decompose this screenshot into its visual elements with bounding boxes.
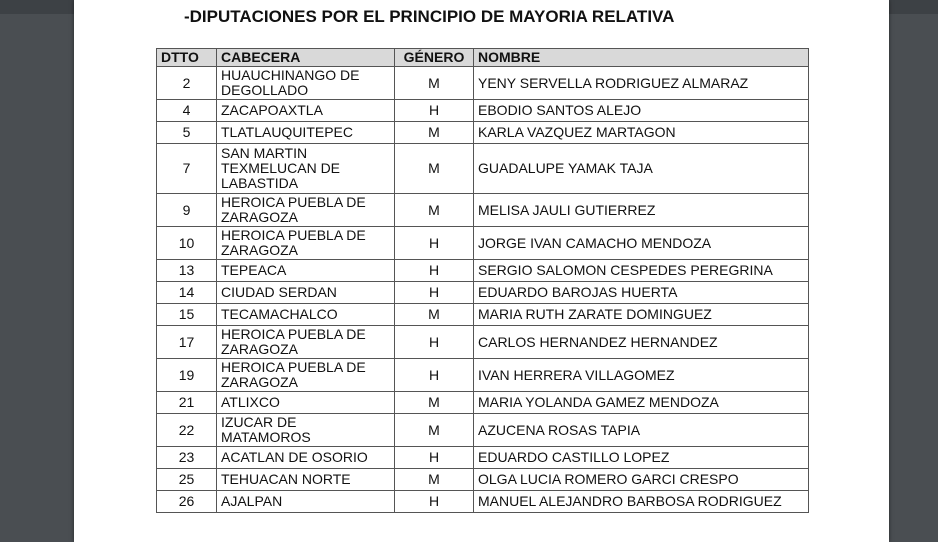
cell-genero: H [395, 282, 474, 304]
table-row [157, 194, 809, 227]
cell-dtto: 25 [157, 469, 217, 491]
cell-nombre: CARLOS HERNANDEZ HERNANDEZ [474, 326, 809, 359]
cell-genero: H [395, 100, 474, 122]
cell-nombre: JORGE IVAN CAMACHO MENDOZA [474, 227, 809, 260]
cell-nombre: AZUCENA ROSAS TAPIA [474, 414, 809, 447]
cell-genero: H [395, 447, 474, 469]
cell-dtto: 22 [157, 414, 217, 447]
cell-cabecera: SAN MARTIN TEXMELUCAN DE LABASTIDA [217, 144, 395, 194]
table-row [157, 67, 809, 100]
cell-genero: H [395, 227, 474, 260]
cell-nombre: MARIA RUTH ZARATE DOMINGUEZ [474, 304, 809, 326]
table-row [157, 392, 809, 414]
document-page [74, 0, 889, 542]
cell-dtto: 5 [157, 122, 217, 144]
cell-cabecera: HUAUCHINANGO DE DEGOLLADO [217, 67, 395, 100]
table-row [157, 447, 809, 469]
cell-nombre: YENY SERVELLA RODRIGUEZ ALMARAZ [474, 67, 809, 100]
cell-nombre: EDUARDO CASTILLO LOPEZ [474, 447, 809, 469]
cell-nombre: EBODIO SANTOS ALEJO [474, 100, 809, 122]
cell-cabecera: HEROICA PUEBLA DE ZARAGOZA [217, 359, 395, 392]
table-row [157, 260, 809, 282]
table-row [157, 491, 809, 513]
table-row [157, 282, 809, 304]
table-row [157, 227, 809, 260]
cell-genero: M [395, 122, 474, 144]
cell-genero: M [395, 414, 474, 447]
table-row [157, 304, 809, 326]
cell-dtto: 21 [157, 392, 217, 414]
cell-cabecera: CIUDAD SERDAN [217, 282, 395, 304]
header-cabecera: CABECERA [217, 49, 395, 67]
cell-cabecera: ATLIXCO [217, 392, 395, 414]
cell-dtto: 7 [157, 144, 217, 194]
table-row [157, 359, 809, 392]
cell-dtto: 13 [157, 260, 217, 282]
cell-cabecera: HEROICA PUEBLA DE ZARAGOZA [217, 326, 395, 359]
cell-dtto: 9 [157, 194, 217, 227]
cell-dtto: 4 [157, 100, 217, 122]
cell-dtto: 15 [157, 304, 217, 326]
cell-cabecera: AJALPAN [217, 491, 395, 513]
cell-cabecera: TECAMACHALCO [217, 304, 395, 326]
cell-cabecera: HEROICA PUEBLA DE ZARAGOZA [217, 194, 395, 227]
cell-dtto: 2 [157, 67, 217, 100]
cell-nombre: IVAN HERRERA VILLAGOMEZ [474, 359, 809, 392]
cell-cabecera: IZUCAR DE MATAMOROS [217, 414, 395, 447]
cell-cabecera: TEHUACAN NORTE [217, 469, 395, 491]
cell-cabecera: ACATLAN DE OSORIO [217, 447, 395, 469]
cell-cabecera: HEROICA PUEBLA DE ZARAGOZA [217, 227, 395, 260]
cell-genero: H [395, 359, 474, 392]
cell-nombre: KARLA VAZQUEZ MARTAGON [474, 122, 809, 144]
header-dtto: DTTO [157, 49, 217, 67]
header-genero: GÉNERO [395, 49, 474, 67]
cell-dtto: 19 [157, 359, 217, 392]
table-row [157, 469, 809, 491]
cell-nombre: MARIA YOLANDA GAMEZ MENDOZA [474, 392, 809, 414]
header-nombre: NOMBRE [474, 49, 809, 67]
table-row [157, 144, 809, 194]
cell-genero: H [395, 326, 474, 359]
cell-dtto: 14 [157, 282, 217, 304]
cell-nombre: GUADALUPE YAMAK TAJA [474, 144, 809, 194]
cell-nombre: EDUARDO BAROJAS HUERTA [474, 282, 809, 304]
candidates-table [156, 48, 809, 513]
cell-nombre: MANUEL ALEJANDRO BARBOSA RODRIGUEZ [474, 491, 809, 513]
cell-cabecera: TEPEACA [217, 260, 395, 282]
cell-cabecera: TLATLAUQUITEPEC [217, 122, 395, 144]
cell-dtto: 26 [157, 491, 217, 513]
cell-genero: M [395, 304, 474, 326]
cell-dtto: 10 [157, 227, 217, 260]
cell-genero: H [395, 491, 474, 513]
cell-nombre: MELISA JAULI GUTIERREZ [474, 194, 809, 227]
section-title: -DIPUTACIONES POR EL PRINCIPIO DE MAYORIA RELATIVA [184, 8, 675, 26]
cell-genero: H [395, 260, 474, 282]
table-row [157, 414, 809, 447]
cell-genero: M [395, 392, 474, 414]
cell-genero: M [395, 194, 474, 227]
cell-genero: M [395, 144, 474, 194]
cell-genero: M [395, 67, 474, 100]
cell-cabecera: ZACAPOAXTLA [217, 100, 395, 122]
table-row [157, 100, 809, 122]
cell-dtto: 17 [157, 326, 217, 359]
cell-nombre: OLGA LUCIA ROMERO GARCI CRESPO [474, 469, 809, 491]
cell-nombre: SERGIO SALOMON CESPEDES PEREGRINA [474, 260, 809, 282]
table-row [157, 326, 809, 359]
table-header-row [157, 49, 809, 67]
table-row [157, 122, 809, 144]
cell-dtto: 23 [157, 447, 217, 469]
cell-genero: M [395, 469, 474, 491]
